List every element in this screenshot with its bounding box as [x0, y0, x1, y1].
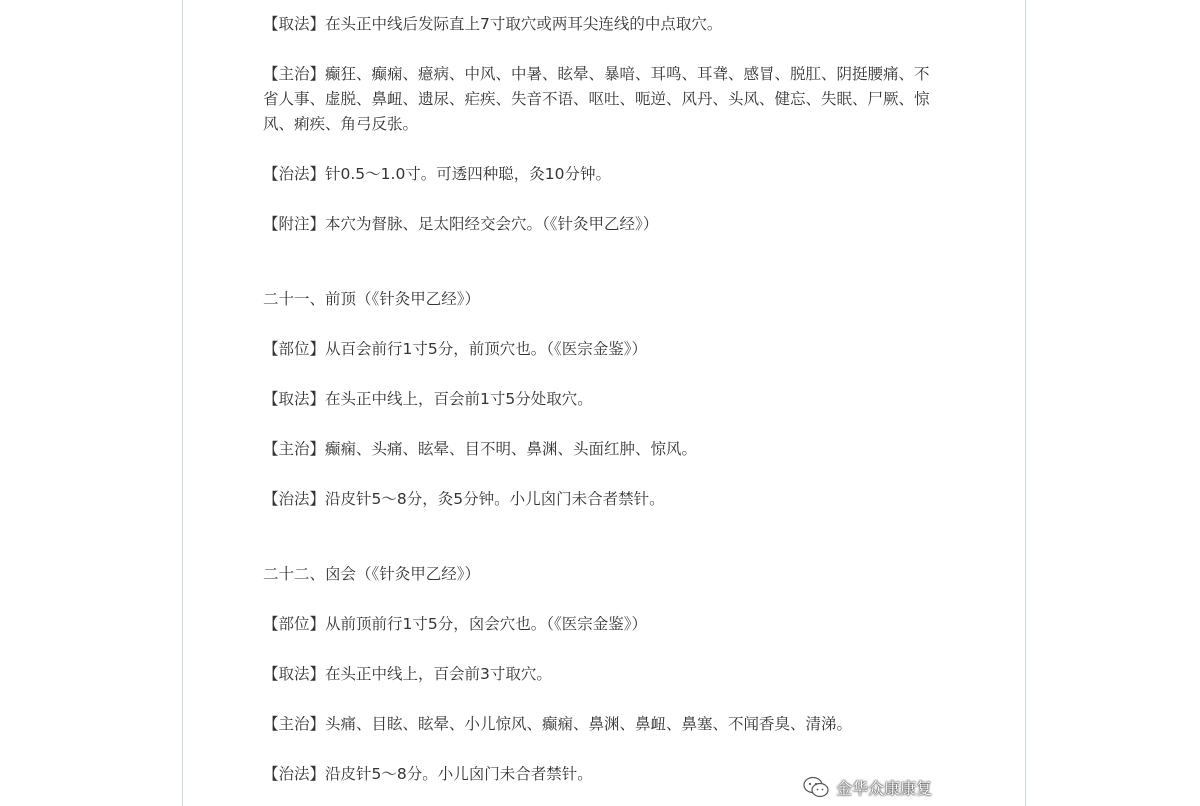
paragraph-spacer — [263, 512, 939, 562]
paragraph-spacer — [263, 237, 939, 287]
article-paragraph: 【主治】头痛、目眩、眩晕、小儿惊风、癫痫、鼻渊、鼻衄、鼻塞、不闻香臭、清涕。 — [263, 715, 853, 733]
article-paragraph: 【治法】沿皮针5～8分。小儿囟门未合者禁针。 — [263, 765, 593, 783]
article-paragraph: 【附注】本穴为督脉、足太阳经交会穴。（《针灸甲乙经》） — [263, 215, 659, 233]
paragraph-spacer — [263, 462, 939, 487]
article-paragraph: 【部位】从前顶前行1寸5分，囟会穴也。（《医宗金鉴》） — [263, 615, 647, 633]
paragraph-spacer — [263, 737, 939, 762]
paragraph-spacer — [263, 687, 939, 712]
paragraph-spacer — [263, 412, 939, 437]
article-content — [263, 12, 939, 787]
paragraph-spacer — [263, 187, 939, 212]
watermark-text: 金华众康康复 — [836, 778, 933, 798]
article-paragraph: 【治法】针0.5～1.0寸。可透四种聪，灸10分钟。 — [263, 165, 612, 183]
article-paragraph: 【主治】癫狂、癫痫、癔病、中风、中暑、眩晕、暴喑、耳鸣、耳聋、感冒、脱肛、阴挺腰痛、不省人事、虚脱、鼻衄、遗尿、疟疾、失音不语、呕吐、呃逆、风丹、头风、健忘、失眠、尸厥、惊风、痢疾、角弓反张。 — [263, 65, 930, 133]
paragraph-spacer — [263, 637, 939, 662]
paragraph-spacer — [263, 587, 939, 612]
article-paragraph: 【治法】沿皮针5～8分，灸5分钟。小儿囟门未合者禁针。 — [263, 490, 665, 508]
paragraph-spacer — [263, 37, 939, 62]
article-paragraph: 【取法】在头正中线上，百会前1寸5分处取穴。 — [263, 390, 593, 408]
article-paragraph: 【取法】在头正中线上，百会前3寸取穴。 — [263, 665, 552, 683]
article-paragraph: 【主治】癫痫、头痛、眩晕、目不明、鼻渊、头面红肿、惊风。 — [263, 440, 698, 458]
article-paragraph: 【部位】从百会前行1寸5分，前顶穴也。（《医宗金鉴》） — [263, 340, 647, 358]
paragraph-spacer — [263, 362, 939, 387]
watermark — [802, 774, 932, 800]
article-paragraph: 二十二、囟会（《针灸甲乙经》） — [263, 565, 481, 583]
article-column — [182, 0, 1026, 806]
article-paragraph: 【取法】在头正中线后发际直上7寸取穴或两耳尖连线的中点取穴。 — [263, 15, 723, 33]
paragraph-spacer — [263, 137, 939, 162]
paragraph-spacer — [263, 312, 939, 337]
wechat-icon — [802, 776, 830, 798]
article-paragraph: 二十一、前顶（《针灸甲乙经》） — [263, 290, 481, 308]
